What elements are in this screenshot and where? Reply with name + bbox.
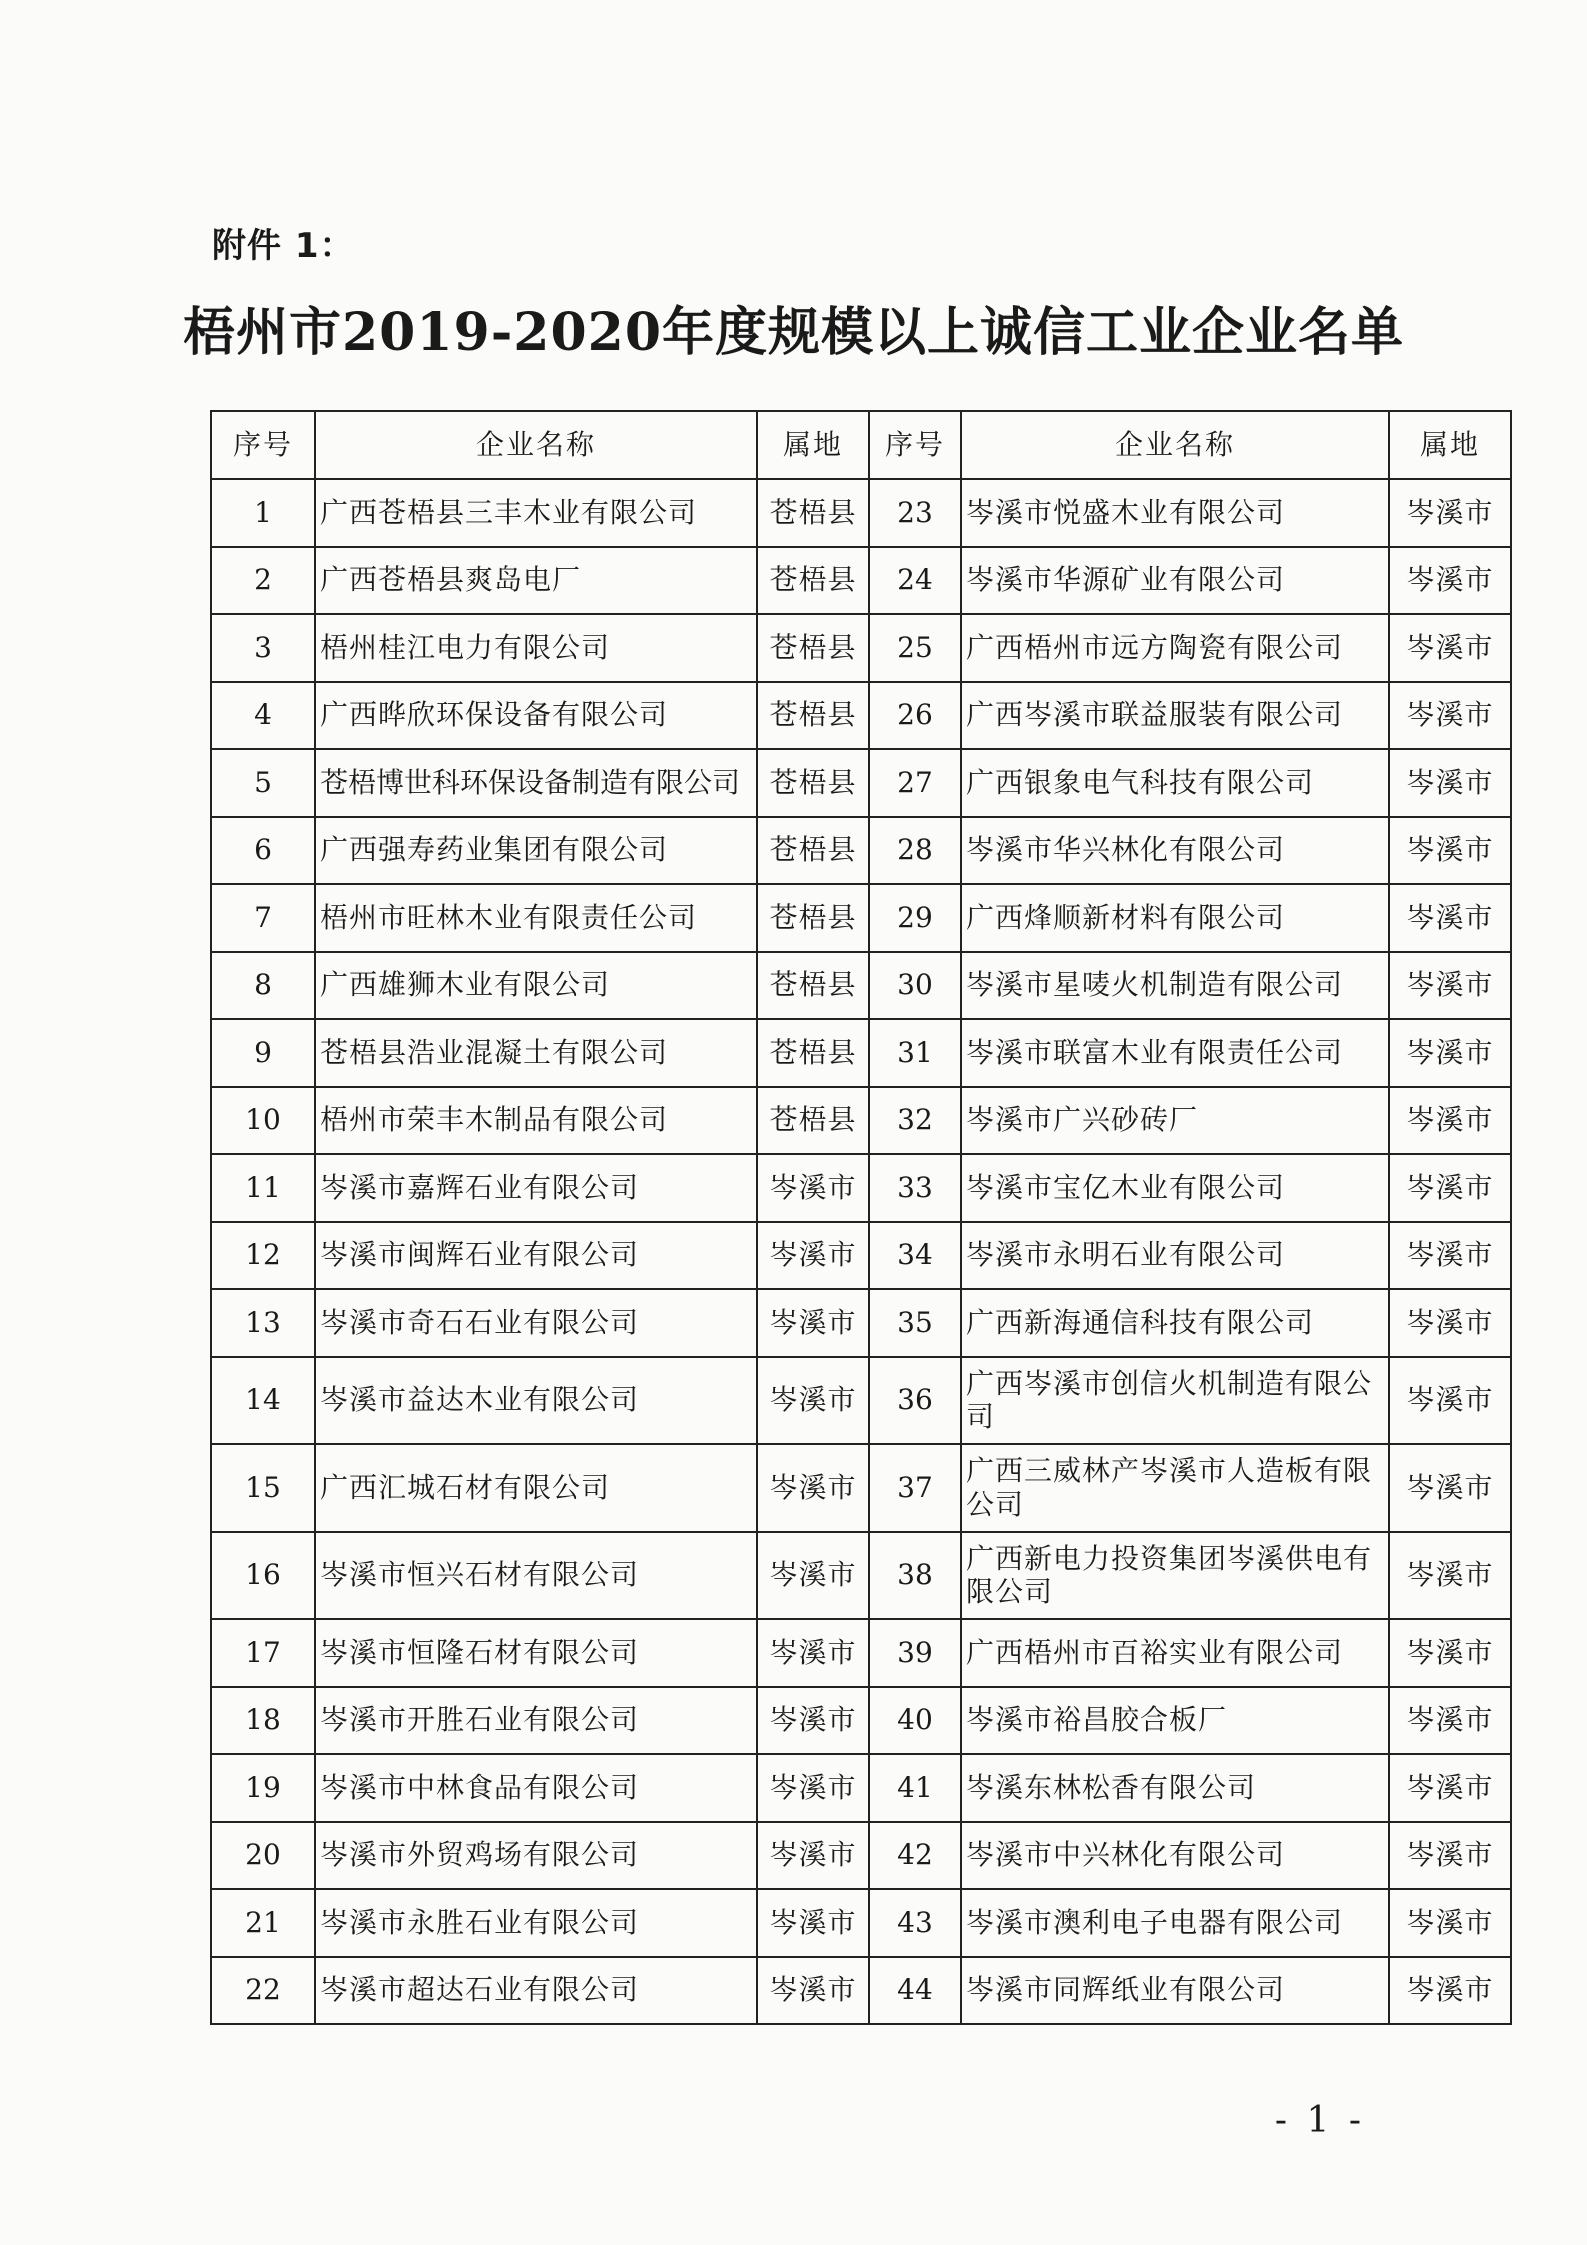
location-cell: 苍梧县 <box>757 1087 869 1155</box>
location-cell: 苍梧县 <box>757 952 869 1020</box>
table-row <box>211 884 1511 952</box>
company-name-cell: 广西雄狮木业有限公司 <box>315 952 757 1020</box>
company-name-cell: 岑溪市嘉辉石业有限公司 <box>315 1154 757 1222</box>
table-row <box>211 1444 1511 1532</box>
seq-cell: 43 <box>869 1889 961 1957</box>
seq-cell: 27 <box>869 749 961 817</box>
company-name-cell: 岑溪市永明石业有限公司 <box>961 1222 1389 1290</box>
seq-cell: 34 <box>869 1222 961 1290</box>
location-cell: 苍梧县 <box>757 682 869 750</box>
company-name-cell: 岑溪市悦盛木业有限公司 <box>961 479 1389 547</box>
location-cell: 岑溪市 <box>1389 1154 1511 1222</box>
location-cell: 岑溪市 <box>1389 1222 1511 1290</box>
table-row <box>211 817 1511 885</box>
location-cell: 岑溪市 <box>1389 1357 1511 1445</box>
company-name-cell: 岑溪市广兴砂砖厂 <box>961 1087 1389 1155</box>
location-cell: 苍梧县 <box>757 547 869 615</box>
location-cell: 岑溪市 <box>757 1532 869 1620</box>
seq-cell: 3 <box>211 614 315 682</box>
seq-cell: 42 <box>869 1822 961 1890</box>
location-cell: 岑溪市 <box>1389 1822 1511 1890</box>
seq-cell: 13 <box>211 1289 315 1357</box>
company-name-cell: 广西汇城石材有限公司 <box>315 1444 757 1532</box>
company-name-cell: 苍梧县浩业混凝土有限公司 <box>315 1019 757 1087</box>
location-cell: 苍梧县 <box>757 614 869 682</box>
seq-cell: 35 <box>869 1289 961 1357</box>
company-name-cell: 梧州市荣丰木制品有限公司 <box>315 1087 757 1155</box>
seq-cell: 14 <box>211 1357 315 1445</box>
location-cell: 岑溪市 <box>1389 547 1511 615</box>
seq-cell: 11 <box>211 1154 315 1222</box>
company-name-cell: 岑溪市同辉纸业有限公司 <box>961 1957 1389 2025</box>
location-cell: 岑溪市 <box>1389 817 1511 885</box>
table-row <box>211 479 1511 547</box>
table-row <box>211 1019 1511 1087</box>
table-row <box>211 1822 1511 1890</box>
page-number: - 1 - <box>1274 2100 1365 2141</box>
location-cell: 岑溪市 <box>757 1687 869 1755</box>
seq-cell: 16 <box>211 1532 315 1620</box>
company-name-cell: 苍梧博世科环保设备制造有限公司 <box>315 749 757 817</box>
seq-cell: 38 <box>869 1532 961 1620</box>
company-name-cell: 广西三威林产岑溪市人造板有限公司 <box>961 1444 1389 1532</box>
company-name-cell: 岑溪市恒隆石材有限公司 <box>315 1619 757 1687</box>
company-name-cell: 广西强寿药业集团有限公司 <box>315 817 757 885</box>
company-name-cell: 岑溪市星唛火机制造有限公司 <box>961 952 1389 1020</box>
company-name-cell: 岑溪市外贸鸡场有限公司 <box>315 1822 757 1890</box>
location-cell: 岑溪市 <box>1389 749 1511 817</box>
seq-cell: 40 <box>869 1687 961 1755</box>
company-name-cell: 广西梧州市远方陶瓷有限公司 <box>961 614 1389 682</box>
seq-cell: 29 <box>869 884 961 952</box>
company-name-cell: 岑溪市华源矿业有限公司 <box>961 547 1389 615</box>
seq-cell: 41 <box>869 1754 961 1822</box>
table-row <box>211 1222 1511 1290</box>
company-name-cell: 岑溪市中兴林化有限公司 <box>961 1822 1389 1890</box>
table-header-row <box>211 411 1511 479</box>
location-cell: 岑溪市 <box>1389 614 1511 682</box>
location-cell: 岑溪市 <box>757 1889 869 1957</box>
location-cell: 岑溪市 <box>1389 1687 1511 1755</box>
location-cell: 岑溪市 <box>1389 1889 1511 1957</box>
table-row <box>211 682 1511 750</box>
table-row <box>211 1889 1511 1957</box>
seq-cell: 30 <box>869 952 961 1020</box>
company-name-cell: 梧州桂江电力有限公司 <box>315 614 757 682</box>
seq-cell: 15 <box>211 1444 315 1532</box>
table-row <box>211 749 1511 817</box>
company-name-cell: 广西岑溪市创信火机制造有限公司 <box>961 1357 1389 1445</box>
table-row <box>211 614 1511 682</box>
seq-cell: 19 <box>211 1754 315 1822</box>
company-name-cell: 梧州市旺林木业有限责任公司 <box>315 884 757 952</box>
seq-cell: 8 <box>211 952 315 1020</box>
table-row <box>211 547 1511 615</box>
seq-cell: 37 <box>869 1444 961 1532</box>
company-name-cell: 岑溪市奇石石业有限公司 <box>315 1289 757 1357</box>
location-cell: 岑溪市 <box>1389 1532 1511 1620</box>
header-name-left: 企业名称 <box>315 411 757 479</box>
location-cell: 岑溪市 <box>1389 1289 1511 1357</box>
seq-cell: 22 <box>211 1957 315 2025</box>
table-row <box>211 1754 1511 1822</box>
location-cell: 岑溪市 <box>757 1289 869 1357</box>
table-row <box>211 1154 1511 1222</box>
company-name-cell: 广西烽顺新材料有限公司 <box>961 884 1389 952</box>
company-name-cell: 岑溪市恒兴石材有限公司 <box>315 1532 757 1620</box>
location-cell: 岑溪市 <box>1389 479 1511 547</box>
location-cell: 岑溪市 <box>1389 952 1511 1020</box>
table-row <box>211 1087 1511 1155</box>
table-row <box>211 1957 1511 2025</box>
location-cell: 岑溪市 <box>1389 1754 1511 1822</box>
company-name-cell: 广西苍梧县爽岛电厂 <box>315 547 757 615</box>
header-seq-right: 序号 <box>869 411 961 479</box>
seq-cell: 2 <box>211 547 315 615</box>
company-name-cell: 岑溪市开胜石业有限公司 <box>315 1687 757 1755</box>
header-loc-left: 属地 <box>757 411 869 479</box>
table-row <box>211 952 1511 1020</box>
company-name-cell: 广西新海通信科技有限公司 <box>961 1289 1389 1357</box>
location-cell: 岑溪市 <box>757 1822 869 1890</box>
seq-cell: 20 <box>211 1822 315 1890</box>
seq-cell: 6 <box>211 817 315 885</box>
company-name-cell: 岑溪市裕昌胶合板厂 <box>961 1687 1389 1755</box>
seq-cell: 18 <box>211 1687 315 1755</box>
location-cell: 苍梧县 <box>757 1019 869 1087</box>
company-name-cell: 岑溪市永胜石业有限公司 <box>315 1889 757 1957</box>
table-row <box>211 1619 1511 1687</box>
table-row <box>211 1289 1511 1357</box>
company-name-cell: 岑溪市闽辉石业有限公司 <box>315 1222 757 1290</box>
seq-cell: 26 <box>869 682 961 750</box>
table-row <box>211 1687 1511 1755</box>
company-name-cell: 岑溪市中林食品有限公司 <box>315 1754 757 1822</box>
seq-cell: 12 <box>211 1222 315 1290</box>
seq-cell: 31 <box>869 1019 961 1087</box>
location-cell: 岑溪市 <box>757 1754 869 1822</box>
seq-cell: 7 <box>211 884 315 952</box>
attachment-label: 附件 1： <box>212 226 355 266</box>
seq-cell: 32 <box>869 1087 961 1155</box>
company-name-cell: 广西苍梧县三丰木业有限公司 <box>315 479 757 547</box>
company-name-cell: 广西银象电气科技有限公司 <box>961 749 1389 817</box>
seq-cell: 9 <box>211 1019 315 1087</box>
header-loc-right: 属地 <box>1389 411 1511 479</box>
location-cell: 岑溪市 <box>1389 1957 1511 2025</box>
seq-cell: 10 <box>211 1087 315 1155</box>
company-name-cell: 岑溪市益达木业有限公司 <box>315 1357 757 1445</box>
seq-cell: 17 <box>211 1619 315 1687</box>
location-cell: 岑溪市 <box>757 1444 869 1532</box>
company-name-cell: 广西晔欣环保设备有限公司 <box>315 682 757 750</box>
location-cell: 岑溪市 <box>1389 1019 1511 1087</box>
table-row <box>211 1532 1511 1620</box>
company-name-cell: 岑溪市宝亿木业有限公司 <box>961 1154 1389 1222</box>
header-seq-left: 序号 <box>211 411 315 479</box>
company-name-cell: 岑溪市澳利电子电器有限公司 <box>961 1889 1389 1957</box>
location-cell: 岑溪市 <box>757 1957 869 2025</box>
location-cell: 岑溪市 <box>1389 884 1511 952</box>
seq-cell: 23 <box>869 479 961 547</box>
seq-cell: 4 <box>211 682 315 750</box>
location-cell: 岑溪市 <box>1389 1087 1511 1155</box>
seq-cell: 25 <box>869 614 961 682</box>
location-cell: 岑溪市 <box>757 1619 869 1687</box>
seq-cell: 5 <box>211 749 315 817</box>
table-row <box>211 1357 1511 1445</box>
seq-cell: 36 <box>869 1357 961 1445</box>
company-name-cell: 广西岑溪市联益服装有限公司 <box>961 682 1389 750</box>
company-name-cell: 广西梧州市百裕实业有限公司 <box>961 1619 1389 1687</box>
location-cell: 岑溪市 <box>757 1357 869 1445</box>
document-title: 梧州市2019-2020年度规模以上诚信工业企业名单 <box>182 302 1405 363</box>
location-cell: 岑溪市 <box>1389 682 1511 750</box>
seq-cell: 1 <box>211 479 315 547</box>
location-cell: 岑溪市 <box>1389 1444 1511 1532</box>
company-name-cell: 岑溪市超达石业有限公司 <box>315 1957 757 2025</box>
location-cell: 苍梧县 <box>757 817 869 885</box>
location-cell: 岑溪市 <box>757 1222 869 1290</box>
company-name-cell: 岑溪市华兴林化有限公司 <box>961 817 1389 885</box>
location-cell: 苍梧县 <box>757 884 869 952</box>
seq-cell: 33 <box>869 1154 961 1222</box>
seq-cell: 39 <box>869 1619 961 1687</box>
seq-cell: 24 <box>869 547 961 615</box>
company-name-cell: 广西新电力投资集团岑溪供电有限公司 <box>961 1532 1389 1620</box>
header-name-right: 企业名称 <box>961 411 1389 479</box>
location-cell: 苍梧县 <box>757 479 869 547</box>
location-cell: 苍梧县 <box>757 749 869 817</box>
location-cell: 岑溪市 <box>757 1154 869 1222</box>
enterprise-table <box>210 410 1512 2025</box>
seq-cell: 28 <box>869 817 961 885</box>
location-cell: 岑溪市 <box>1389 1619 1511 1687</box>
seq-cell: 44 <box>869 1957 961 2025</box>
company-name-cell: 岑溪东林松香有限公司 <box>961 1754 1389 1822</box>
company-name-cell: 岑溪市联富木业有限责任公司 <box>961 1019 1389 1087</box>
seq-cell: 21 <box>211 1889 315 1957</box>
